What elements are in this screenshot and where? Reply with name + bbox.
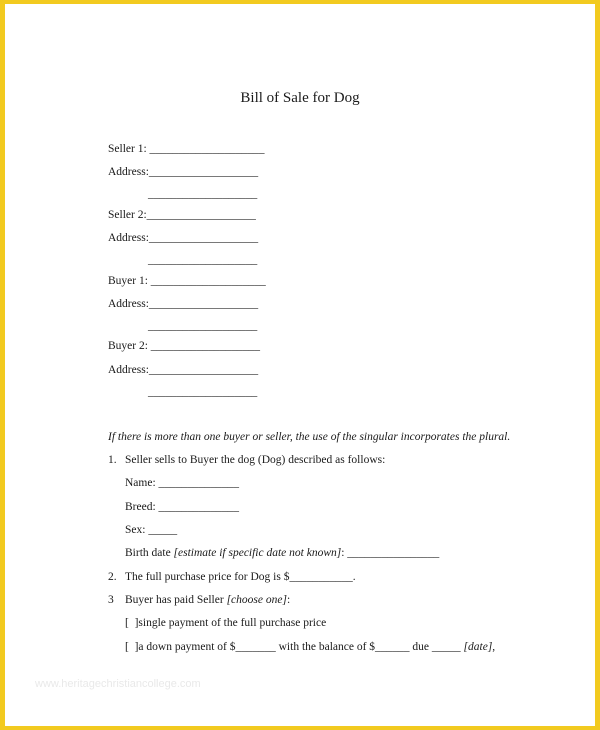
dog-sex-field: Sex: _____ — [125, 524, 178, 536]
site-watermark: www.heritagechristiancollege.com — [35, 678, 201, 690]
clause1-text: Seller sells to Buyer the dog (Dog) described as follows: — [125, 454, 386, 466]
clause3-number: 3 — [108, 594, 114, 606]
document-title: Bill of Sale for Dog — [240, 90, 360, 106]
seller1-field: Seller 1: ____________________ — [108, 143, 265, 155]
buyer1-address-line2: ___________________ — [148, 320, 258, 332]
seller2-address-line2: ___________________ — [148, 254, 258, 266]
document-page — [5, 4, 595, 726]
birthdate-blank: : ________________ — [341, 547, 440, 559]
birthdate-label: Birth date — [125, 547, 174, 559]
clause3-colon: : — [286, 594, 291, 606]
down-payment-text: [ ]a down payment of $_______ with the balance of $______ due _____ — [125, 641, 464, 653]
clause3-hint: [choose one] — [226, 594, 287, 606]
buyer2-address-line2: ___________________ — [148, 386, 258, 398]
payment-option-single: [ ]single payment of the full purchase price — [125, 617, 327, 629]
seller1-address-field: Address:___________________ — [108, 166, 259, 178]
dog-breed-field: Breed: ______________ — [125, 501, 240, 513]
clause3-lead: Buyer has paid Seller — [125, 594, 227, 606]
seller1-address-line2: ___________________ — [148, 188, 258, 200]
clause2-text: The full purchase price for Dog is $___________. — [125, 571, 356, 583]
clause3-text — [125, 593, 290, 607]
buyer1-address-field: Address:___________________ — [108, 298, 259, 310]
birthdate-hint: [estimate if specific date not known] — [173, 547, 342, 559]
seller2-address-field: Address:___________________ — [108, 232, 259, 244]
dog-name-field: Name: ______________ — [125, 477, 240, 489]
buyer2-field: Buyer 2: ___________________ — [108, 340, 261, 352]
seller2-field: Seller 2:___________________ — [108, 209, 256, 221]
clause2-number: 2. — [108, 571, 117, 583]
buyer1-field: Buyer 1: ____________________ — [108, 275, 266, 287]
down-payment-comma: , — [492, 641, 496, 653]
dog-birthdate-field — [125, 546, 439, 560]
plural-note: If there is more than one buyer or seller, the use of the singular incorporates the plural. — [108, 431, 511, 443]
buyer2-address-field: Address:___________________ — [108, 364, 259, 376]
clause1-number: 1. — [108, 454, 117, 466]
down-payment-date-hint: [date] — [463, 641, 493, 653]
payment-option-down — [125, 640, 495, 654]
